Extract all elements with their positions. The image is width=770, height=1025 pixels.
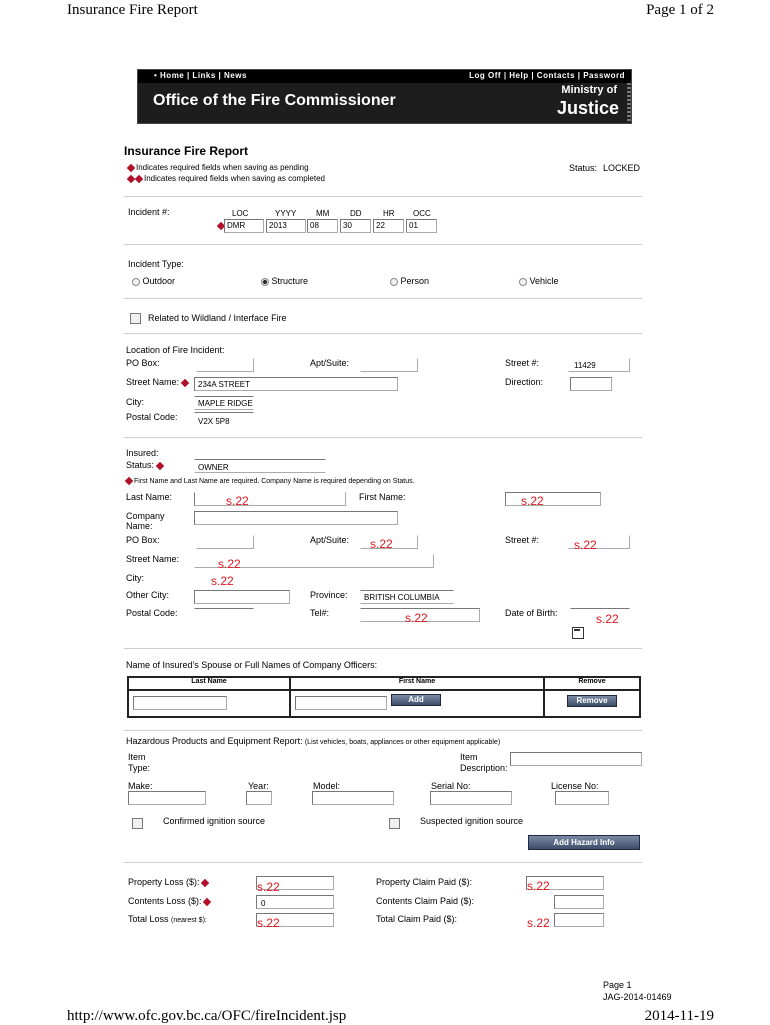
incident-col-loc: LOC (232, 209, 249, 218)
insured-status-label: Status: (126, 460, 165, 470)
property-loss-label: Property Loss ($): (128, 877, 210, 887)
insured-company-label-2: Name: (126, 521, 153, 531)
hazard-license-label: License No: (551, 781, 599, 791)
insured-city-label: City: (126, 573, 144, 583)
redaction-mark: s.22 (596, 612, 619, 626)
add-hazard-info-button[interactable]: Add Hazard Info (528, 835, 640, 850)
insured-street-name-label: Street Name: (126, 554, 180, 564)
loc-apt-field[interactable] (360, 358, 418, 372)
redaction-mark: s.22 (574, 538, 597, 552)
insured-last-name-label: Last Name: (126, 492, 173, 502)
incident-hr-field[interactable]: 22 (373, 219, 404, 233)
hazard-serial-label: Serial No: (431, 781, 471, 791)
redaction-mark: s.22 (405, 611, 428, 625)
hazard-item-desc-label-2: Description: (460, 763, 508, 773)
incident-yyyy-field[interactable]: 2013 (266, 219, 306, 233)
insured-other-city-field[interactable] (194, 590, 290, 604)
redaction-mark: s.22 (527, 879, 550, 893)
hazard-year-label: Year: (248, 781, 269, 791)
location-heading: Location of Fire Incident: (126, 345, 225, 355)
radio-vehicle-icon[interactable] (519, 278, 527, 286)
hazard-item-type-label: Item (128, 752, 146, 762)
spouse-col-remove: Remove (578, 678, 606, 685)
insured-other-city-label: Other City: (126, 590, 170, 600)
insured-first-name-label: First Name: (359, 492, 406, 502)
confirmed-ignition-label: Confirmed ignition source (163, 816, 266, 826)
insured-last-name-field[interactable] (194, 492, 346, 506)
footer-url: http://www.ofc.gov.bc.ca/OFC/fireIncident.jsp (67, 1008, 347, 1024)
redaction-mark: s.22 (257, 880, 280, 894)
redaction-mark: s.22 (257, 916, 280, 930)
footer-page: Page 1 (603, 980, 632, 990)
hazard-item-type-label-2: Type: (128, 763, 151, 773)
insured-province-label: Province: (310, 590, 348, 600)
insured-po-box-label: PO Box: (126, 535, 160, 545)
loc-direction-label: Direction: (505, 377, 544, 387)
insured-po-box-field[interactable] (196, 535, 254, 549)
radio-vehicle[interactable]: Vehicle (519, 276, 559, 286)
incident-col-occ: OCC (413, 209, 431, 218)
radio-outdoor-icon[interactable] (132, 278, 140, 286)
insured-status-select[interactable]: OWNER (194, 459, 326, 473)
hazard-serial-field[interactable] (430, 791, 512, 805)
property-claim-label: Property Claim Paid ($): (376, 877, 473, 887)
loc-postal-label: Postal Code: (126, 412, 178, 422)
hazard-make-label: Make: (128, 781, 153, 791)
total-claim-label: Total Claim Paid ($): (376, 914, 458, 924)
contents-claim-label: Contents Claim Paid ($): (376, 896, 475, 906)
wildland-label: Related to Wildland / Interface Fire (148, 313, 287, 323)
site-banner (137, 69, 632, 124)
loc-street-no-field[interactable]: 11429 (568, 358, 630, 372)
footer-date: 2014-11-19 (644, 1008, 714, 1024)
incident-loc-field[interactable]: DMR (224, 219, 264, 233)
required-marker-icon (127, 164, 135, 172)
legend-completed: Indicates required fields when saving as completed (128, 174, 325, 183)
loc-direction-field[interactable] (570, 377, 612, 391)
insured-tel-label: Tel#: (310, 608, 330, 618)
banner-ministry: Ministry of (561, 84, 617, 96)
contents-loss-field[interactable]: 0 (256, 895, 334, 909)
remove-button[interactable]: Remove (567, 695, 617, 707)
insured-company-field[interactable] (194, 511, 398, 525)
form-title: Insurance Fire Report (124, 144, 249, 158)
insured-first-name-field[interactable] (505, 492, 601, 506)
required-marker-icon (125, 477, 133, 485)
hazard-model-label: Model: (313, 781, 341, 791)
loc-postal-field[interactable]: V2X 5P8 (194, 412, 254, 426)
loc-street-no-label: Street #: (505, 358, 540, 368)
banner-justice: Justice (556, 98, 619, 118)
total-claim-field[interactable] (554, 913, 604, 927)
spouse-col-first-name: First Name (398, 678, 436, 685)
banner-stripe (627, 83, 631, 123)
incident-mm-field[interactable]: 08 (307, 219, 338, 233)
suspected-ignition-checkbox[interactable] (389, 818, 400, 829)
loc-po-box-field[interactable] (196, 358, 254, 372)
spouse-first-name-field[interactable] (295, 696, 387, 710)
spouse-col-last-name: Last Name (191, 678, 227, 685)
redaction-mark: s.22 (211, 574, 234, 588)
insured-postal-label: Postal Code: (126, 608, 178, 618)
insured-apt-label: Apt/Suite: (310, 535, 350, 545)
hazard-item-desc-field[interactable] (510, 752, 642, 766)
radio-structure-icon[interactable] (261, 278, 269, 286)
incident-col-dd: DD (350, 209, 362, 218)
incident-col-yyyy: YYYY (275, 209, 297, 218)
banner-nav-account[interactable]: Log Off | Help | Contacts | Password (469, 71, 625, 80)
required-marker-icon (156, 461, 164, 469)
loc-city-label: City: (126, 397, 144, 407)
hazard-item-desc-label: Item (460, 752, 478, 762)
redaction-mark: s.22 (218, 557, 241, 571)
insured-street-no-label: Street #: (505, 535, 540, 545)
radio-person[interactable]: Person (390, 276, 429, 286)
insured-note: First Name and Last Name are required. Company Name is required depending on Status. (126, 478, 415, 485)
insured-company-label: Company (126, 511, 165, 521)
radio-outdoor[interactable]: Outdoor (132, 276, 175, 286)
redaction-mark: s.22 (521, 494, 544, 508)
incident-occ-field[interactable]: 01 (406, 219, 437, 233)
radio-structure[interactable]: Structure (261, 276, 308, 286)
insured-heading: Insured: (126, 448, 159, 458)
hazard-license-field[interactable] (555, 791, 609, 805)
spouse-last-name-field[interactable] (133, 696, 227, 710)
hazard-make-field[interactable] (128, 791, 206, 805)
spouse-table (127, 676, 641, 718)
hazard-model-field[interactable] (312, 791, 394, 805)
incident-type-label: Incident Type: (128, 259, 184, 269)
calendar-icon[interactable] (572, 627, 584, 639)
incident-label: Incident #: (128, 207, 170, 217)
contents-claim-field[interactable] (554, 895, 604, 909)
banner-nav-home-links-news[interactable]: • Home | Links | News (154, 71, 247, 80)
legend-pending: Indicates required fields when saving as pending (128, 163, 309, 172)
redaction-mark: s.22 (527, 916, 550, 930)
hazard-heading: Hazardous Products and Equipment Report: (List vehicles, boats, appliances or other equipment applicable) (126, 736, 501, 746)
required-marker-icon (202, 897, 210, 905)
total-loss-label: Total Loss (nearest $): (128, 914, 207, 924)
insured-dob-label: Date of Birth: (505, 608, 558, 618)
loc-street-name-field[interactable]: 234A STREET (194, 377, 398, 391)
contents-loss-label: Contents Loss ($): (128, 896, 212, 906)
footer-reference: JAG-2014-01469 (603, 992, 672, 1002)
status-value: LOCKED (603, 163, 641, 173)
confirmed-ignition-checkbox[interactable] (132, 818, 143, 829)
redaction-mark: s.22 (226, 494, 249, 508)
insured-postal-field[interactable] (194, 608, 254, 622)
radio-person-icon[interactable] (390, 278, 398, 286)
add-button[interactable]: Add (391, 694, 441, 706)
incident-dd-field[interactable]: 30 (340, 219, 371, 233)
banner-title: Office of the Fire Commissioner (153, 92, 396, 109)
hazard-year-field[interactable] (246, 791, 272, 805)
wildland-checkbox[interactable] (130, 313, 141, 324)
loc-apt-label: Apt/Suite: (310, 358, 350, 368)
suspected-ignition-label: Suspected ignition source (420, 816, 524, 826)
required-marker-icon (200, 878, 208, 886)
page-indicator: Page 1 of 2 (646, 2, 714, 18)
required-marker-icon (135, 175, 143, 183)
incident-col-hr: HR (383, 209, 395, 218)
document-title: Insurance Fire Report (67, 2, 198, 18)
status-label: Status: (569, 163, 598, 173)
redaction-mark: s.22 (370, 537, 393, 551)
insured-province-select[interactable]: BRITISH COLUMBIA (360, 590, 454, 604)
loc-city-field[interactable]: MAPLE RIDGE (194, 396, 254, 410)
loc-street-name-label: Street Name: (126, 377, 190, 387)
incident-col-mm: MM (316, 209, 330, 218)
loc-po-box-label: PO Box: (126, 358, 160, 368)
spouse-heading: Name of Insured's Spouse or Full Names of Company Officers: (126, 660, 378, 670)
required-marker-icon (181, 378, 189, 386)
